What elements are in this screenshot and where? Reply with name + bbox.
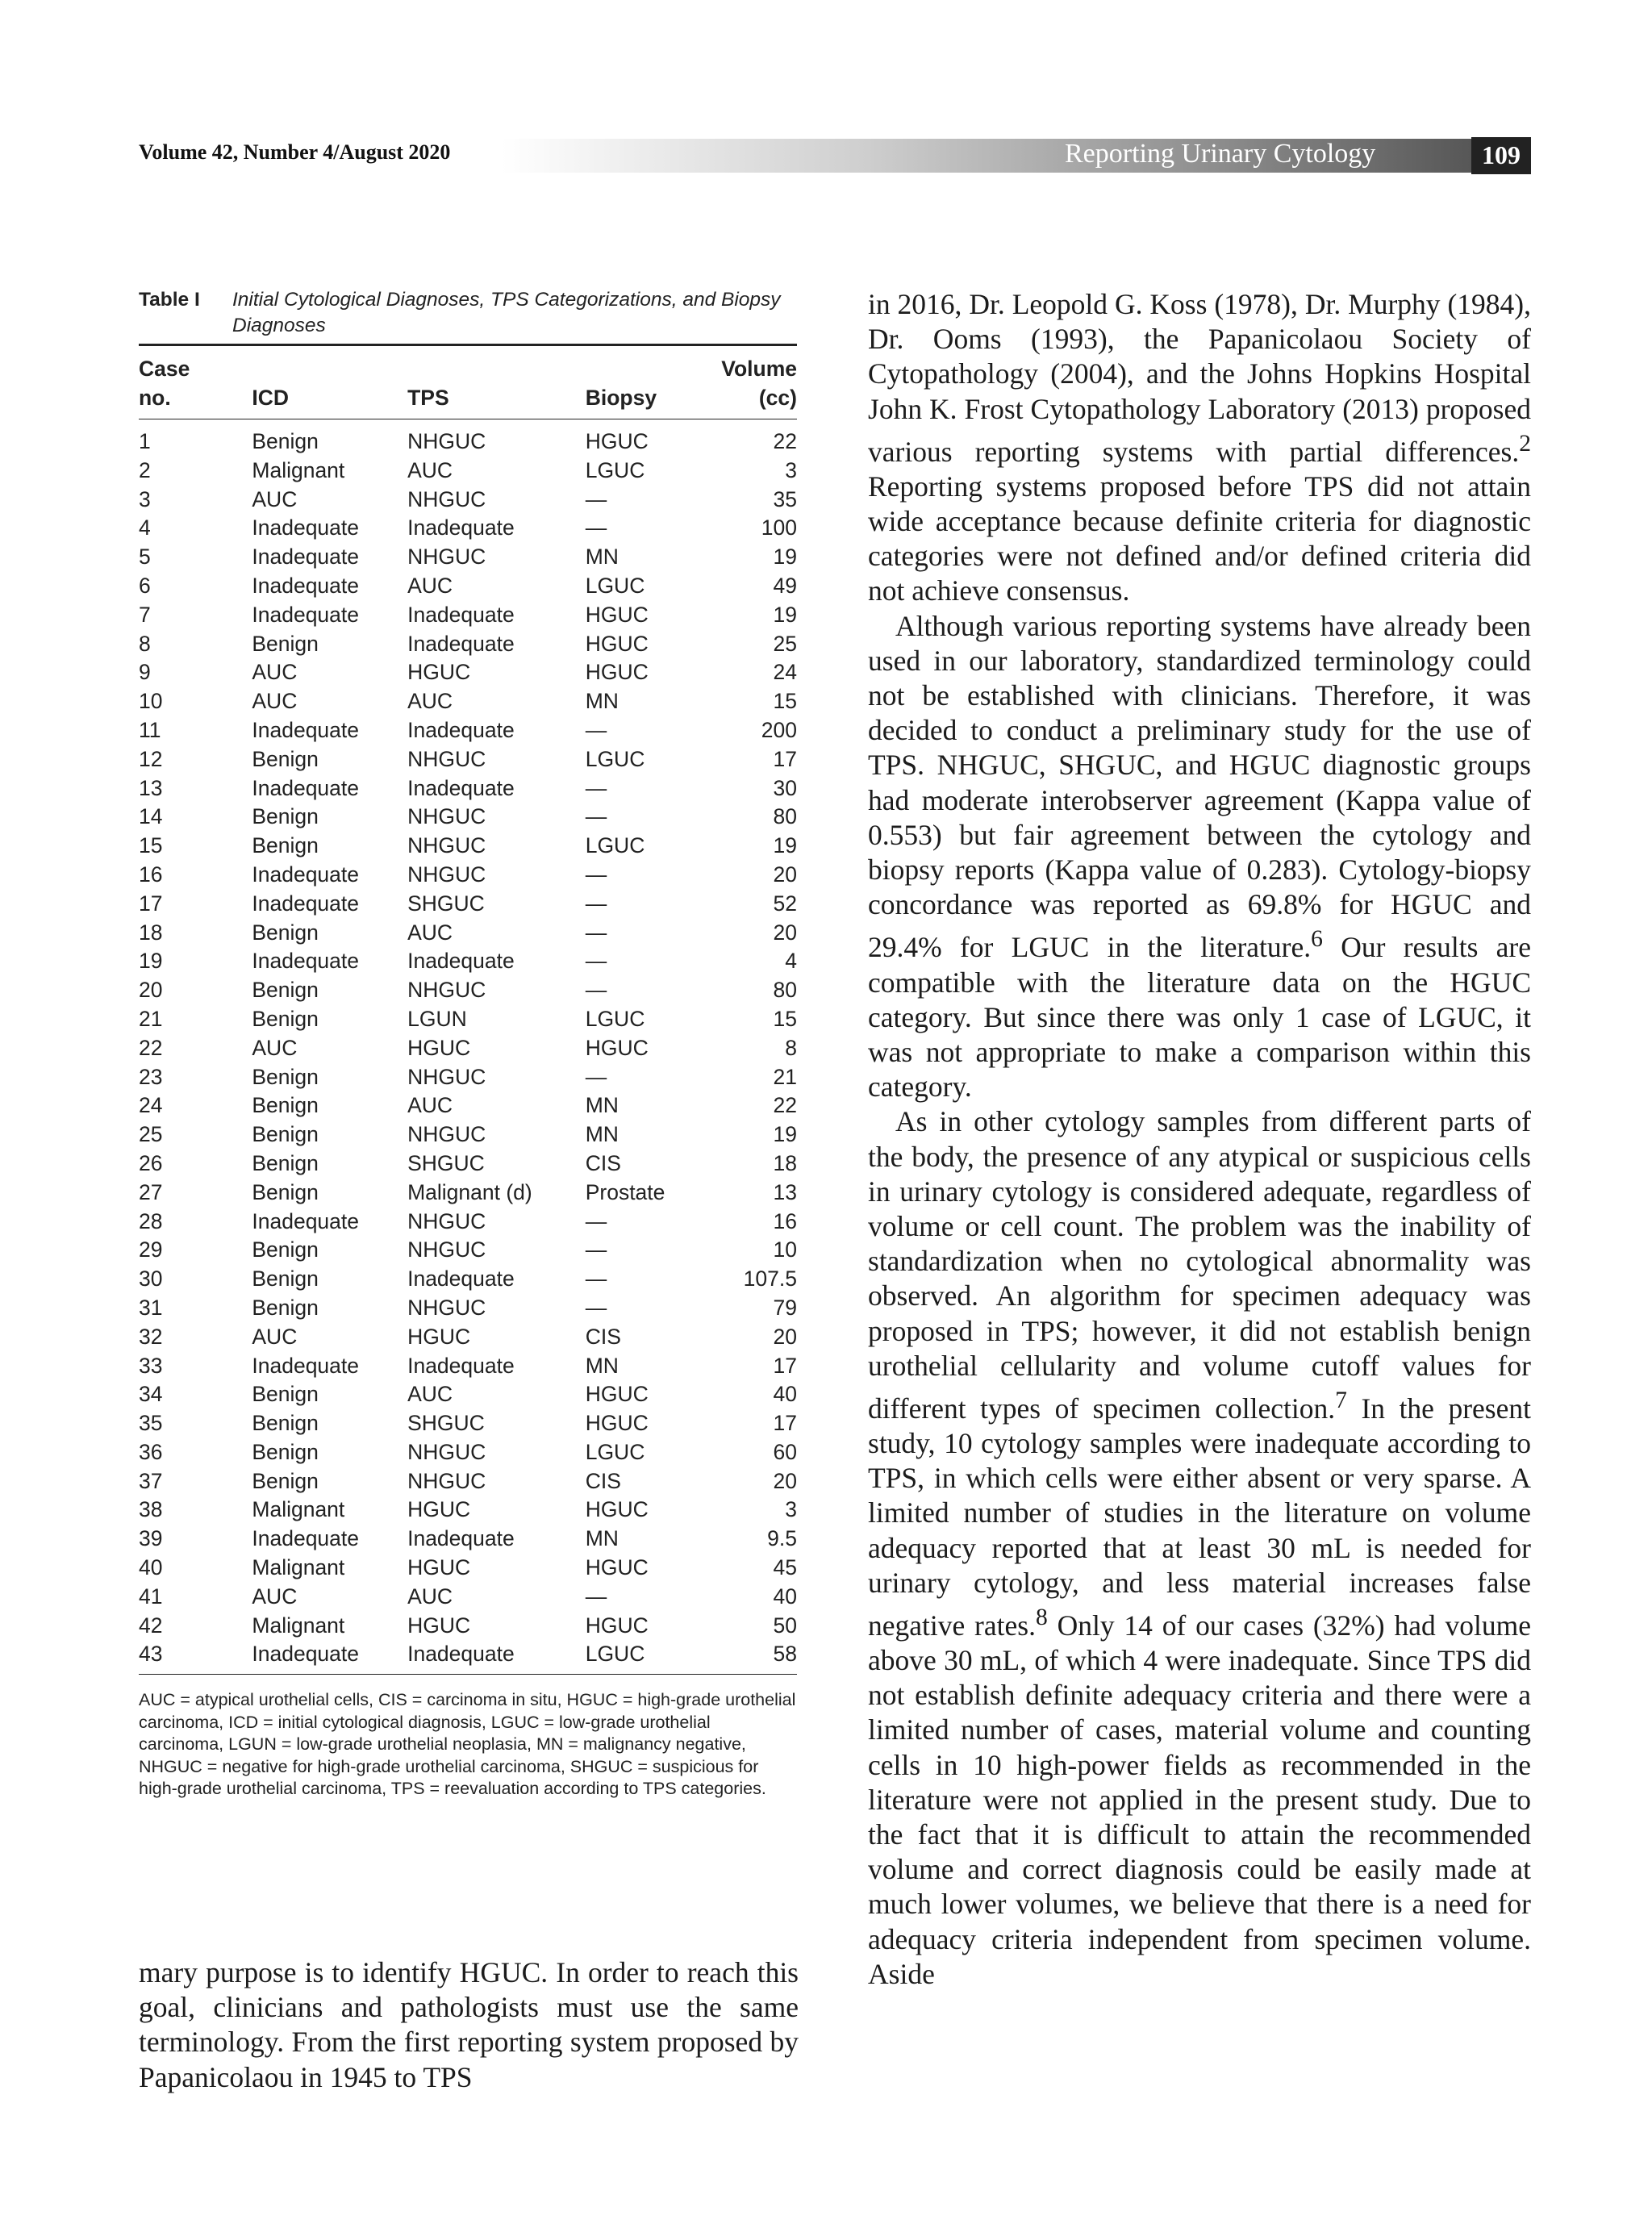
table-row [139, 1063, 797, 1092]
paragraph-1 [868, 287, 1531, 609]
table-cell: — [585, 1064, 607, 1089]
table-cell: 22 [139, 1035, 163, 1060]
table-cell: AUC [407, 1584, 453, 1609]
table-cell: Inadequate [252, 602, 360, 627]
header-cell [586, 345, 722, 384]
table-header-row-bottom [139, 383, 797, 419]
table-cell: 33 [139, 1353, 163, 1378]
table-cell: LGUC [585, 457, 645, 482]
table-cell: HGUC [407, 1324, 471, 1349]
table-row [139, 1352, 797, 1381]
table-cell: 40 [773, 1382, 797, 1407]
table-row [139, 1265, 797, 1294]
table-cell: 42 [139, 1613, 163, 1638]
table-cell: — [585, 1295, 607, 1320]
table-cell: 50 [773, 1613, 797, 1638]
table-row [139, 861, 797, 890]
table-cell: 24 [139, 1093, 163, 1118]
table-cell: HGUC [585, 602, 649, 627]
table-cell: NHGUC [407, 1237, 486, 1262]
table-caption-text: Initial Cytological Diagnoses, TPS Categorizations, and Biopsy Diagnoses [232, 289, 781, 336]
table-cell: Benign [252, 1237, 319, 1262]
table-cell: 3 [139, 486, 151, 511]
table-cell: 80 [773, 978, 797, 1003]
table-cell: Benign [252, 920, 319, 945]
table-cell: — [585, 1237, 607, 1262]
table-cell: Inadequate [252, 545, 360, 570]
text-run: Although various reporting systems have already been used in our laboratory, standardized terminology could not be established with clinicians. Therefore, it was decided to conduct a preliminary study for the use of TPS. NHGUC, SHGUC, and HGUC diagnostic groups had moderate interobserver agreement (Kappa value of 0.553) but fair agreement between the cytology and biopsy reports (Kappa value of 0.283). Cytology-biopsy concordance was reported as 69.8% for HGUC and 29.4% for LGUC in the literature. [868, 609, 1531, 964]
table-row [139, 1380, 797, 1409]
table-cell: Inadequate [407, 1353, 515, 1378]
table-cell: Inadequate [252, 891, 360, 916]
table-cell: 52 [773, 891, 797, 916]
table-cell: HGUC [585, 631, 649, 656]
table-cell: 13 [773, 1179, 797, 1204]
table-cell: 8 [139, 631, 151, 656]
table-cell: 15 [773, 689, 797, 714]
table-cell: Benign [252, 1122, 319, 1147]
table-cell: 38 [139, 1497, 163, 1522]
table-row [139, 1236, 797, 1265]
table-row [139, 947, 797, 976]
table-cell: Benign [252, 631, 319, 656]
table-row [139, 1438, 797, 1467]
table-cell: CIS [585, 1468, 621, 1493]
table-cell: Malignant (d) [407, 1179, 532, 1204]
table-cell: HGUC [585, 429, 649, 453]
table-row [139, 486, 797, 515]
right-column-text [868, 287, 1531, 1992]
running-header [139, 137, 1531, 174]
table-cell: HGUC [585, 1382, 649, 1407]
citation-ref: 7 [1335, 1387, 1347, 1413]
table-row [139, 543, 797, 572]
table-cell: Inadequate [407, 1640, 586, 1674]
table-cell: — [585, 1208, 607, 1233]
table-row [139, 1294, 797, 1323]
table-cell: Prostate [585, 1179, 665, 1204]
table-row [139, 601, 797, 630]
table-cell: Inadequate [252, 1526, 360, 1551]
table-cell: — [585, 515, 607, 540]
table-cell: Inadequate [252, 949, 360, 974]
table-row [139, 745, 797, 774]
table-cell: 41 [139, 1584, 163, 1609]
table-cell: 5 [139, 545, 151, 570]
table-cell: 12 [139, 746, 163, 771]
table-cell: 17 [773, 1353, 797, 1378]
table-cell: 20 [773, 920, 797, 945]
table-row [139, 572, 797, 601]
table-cell: 58 [721, 1640, 797, 1674]
table-cell: NHGUC [407, 833, 486, 858]
table-cell: LGUC [585, 573, 645, 598]
table-cell: 24 [773, 660, 797, 685]
table-cell: — [585, 804, 607, 829]
table-cell: LGUC [585, 1439, 645, 1464]
table-cell: 25 [139, 1122, 163, 1147]
table-row [139, 1640, 797, 1674]
table-row [139, 687, 797, 716]
table-row [139, 1525, 797, 1554]
table-cell: Benign [252, 746, 319, 771]
table-cell: SHGUC [407, 1411, 485, 1436]
table-row [139, 1323, 797, 1352]
left-column-text [139, 1955, 799, 2095]
table-cell: NHGUC [407, 1122, 486, 1147]
table-cell: NHGUC [407, 545, 486, 570]
table-cell: NHGUC [407, 804, 486, 829]
table-cell: 20 [139, 978, 163, 1003]
table-cell: 17 [773, 746, 797, 771]
table-cell: 45 [773, 1555, 797, 1580]
table-cell: MN [585, 1353, 619, 1378]
table-cell: 36 [139, 1439, 163, 1464]
table-cell: — [585, 978, 607, 1003]
table-cell: 19 [773, 1122, 797, 1147]
table-cell: 49 [773, 573, 797, 598]
table-cell: 4 [139, 515, 151, 540]
table-row [139, 1034, 797, 1063]
table-cell: MN [585, 689, 619, 714]
table-header-row-top [139, 345, 797, 384]
text-run: In the present study, 10 cytology samples were inadequate according to TPS, in which cells were either absent or very sparse. A limited number of studies in the literature on volume adequacy reported that at least 30 mL is needed for urinary cytology, and less material increases false negative rates. [868, 1392, 1531, 1642]
table-cell: NHGUC [407, 1439, 486, 1464]
table-cell: NHGUC [407, 1064, 486, 1089]
table-cell: 60 [773, 1439, 797, 1464]
citation-ref: 2 [1519, 430, 1531, 457]
table-cell: Benign [252, 1006, 319, 1031]
table-cell: HGUC [585, 1035, 649, 1060]
table-cell: LGUC [585, 1006, 645, 1031]
table-cell: LGUC [586, 1640, 722, 1674]
header-cell: no. [139, 383, 252, 419]
table-cell: 3 [785, 1497, 797, 1522]
table-cell: Inadequate [407, 515, 515, 540]
table-cell: 8 [785, 1035, 797, 1060]
table-row [139, 976, 797, 1005]
table-cell: 40 [773, 1584, 797, 1609]
table-cell: 18 [773, 1150, 797, 1175]
table-cell: 22 [773, 1093, 797, 1118]
table-cell: Inadequate [252, 573, 360, 598]
table-cell: — [585, 1266, 607, 1292]
page-number: 109 [1471, 137, 1531, 174]
header-cell: Case [139, 345, 252, 384]
table-cell: NHGUC [407, 746, 486, 771]
table-footnote: AUC = atypical urothelial cells, CIS = carcinoma in situ, HGUC = high-grade urothelial carcinoma, ICD = initial cytological diagnosis, LGUC = low-grade urothelial carcinoma, LGUN = low-grade urothelial neoplasia, MN = malignancy negative, NHGUC = negative for high-grade urothelial carcinoma, SHGUC = suspicious for high-grade urothelial carcinoma, TPS = reevaluation according to TPS categories. [139, 1690, 796, 1799]
table-cell: — [585, 862, 607, 887]
table-cell: 80 [773, 804, 797, 829]
table-cell: Inadequate [407, 631, 515, 656]
text-run: As in other cytology samples from different parts of the body, the presence of any atypical or suspicious cells in urinary cytology is considered adequate, regardless of volume or cell count. The problem was the inability of standardization when no cytological abnormality was observed. An algorithm for specimen adequacy was proposed in TPS; however, it did not establish benign urothelial cellularity and volume cutoff values for different types of specimen collection. [868, 1105, 1531, 1425]
table-label: Table I [139, 289, 200, 311]
header-cell: TPS [407, 383, 586, 419]
table-cell: 200 [761, 717, 797, 742]
table-cell: CIS [585, 1150, 621, 1175]
table-cell: MN [585, 545, 619, 570]
table-cell: Benign [252, 1411, 319, 1436]
table-cell: Inadequate [252, 1640, 407, 1674]
table-body [139, 419, 797, 1675]
table-cell: 35 [139, 1411, 163, 1436]
table-cell: Malignant [252, 457, 345, 482]
table-cell: 20 [773, 862, 797, 887]
table-row [139, 658, 797, 687]
table-cell: 2 [139, 457, 151, 482]
table-cell: AUC [407, 573, 453, 598]
table-row [139, 1120, 797, 1150]
table-cell: 100 [761, 515, 797, 540]
table-cell: LGUC [585, 833, 645, 858]
table-cell: Benign [252, 1179, 319, 1204]
table-cell: 30 [773, 775, 797, 800]
table-cell: Inadequate [252, 717, 360, 742]
table-cell: HGUC [585, 1411, 649, 1436]
table-cell: Inadequate [407, 1266, 515, 1292]
paragraph-3 [868, 1104, 1531, 1992]
table-cell: MN [585, 1093, 619, 1118]
text-run: Only 14 of our cases (32%) had volume above 30 mL, of which 4 were inadequate. Since TPS did not establish definite adequacy criteria and there were a limited number of cases, material volume and counting cells in 10 high-power fields as recommended in the literature were not applied in the present study. Due to the fact that it is difficult to attain the recommended volume and correct diagnosis could be easily made at much lower volumes, we believe that there is a need for adequacy criteria independent from specimen volume. Aside [868, 1609, 1531, 1990]
table-row [139, 630, 797, 659]
table-row [139, 803, 797, 832]
table-row [139, 1179, 797, 1208]
table-cell: 20 [773, 1468, 797, 1493]
table-cell: 16 [773, 1208, 797, 1233]
table-cell: Inadequate [407, 717, 515, 742]
table-cell: Malignant [252, 1497, 345, 1522]
table-cell: CIS [585, 1324, 621, 1349]
table-row [139, 514, 797, 543]
table-cell: MN [585, 1122, 619, 1147]
table-cell: 35 [773, 486, 797, 511]
table-cell: LGUC [585, 746, 645, 771]
table-cell: 18 [139, 920, 163, 945]
journal-volume: Volume 42, Number 4/August 2020 [139, 140, 451, 164]
table-cell: 19 [773, 833, 797, 858]
table-cell: Benign [252, 833, 319, 858]
table-cell: 22 [773, 429, 797, 453]
table-cell: — [585, 949, 607, 974]
table-cell: Inadequate [252, 515, 360, 540]
table-cell: 10 [773, 1237, 797, 1262]
table-cell: Benign [252, 1266, 319, 1292]
table-cell: HGUC [585, 1613, 649, 1638]
table-cell: 15 [139, 833, 163, 858]
table-row [139, 419, 797, 457]
table-row [139, 1409, 797, 1438]
text-run: in 2016, Dr. Leopold G. Koss (1978), Dr. Murphy (1984), Dr. Ooms (1993), the Papanicolaou Society of Cytopathology (2004), and the Johns Hopkins Hospital John K. Frost Cytopathology Laboratory (2013) proposed various reporting systems with partial differences. [868, 288, 1531, 468]
table-cell: NHGUC [407, 978, 486, 1003]
table-cell: Benign [252, 804, 319, 829]
table-cell: — [585, 486, 607, 511]
table-cell: NHGUC [407, 429, 486, 453]
table-cell: Inadequate [407, 602, 515, 627]
table-cell: AUC [252, 1584, 298, 1609]
table-cell: 20 [773, 1324, 797, 1349]
table-cell: 23 [139, 1064, 163, 1089]
table-cell: AUC [252, 1324, 298, 1349]
table-cell: Benign [252, 1295, 319, 1320]
table-cell: NHGUC [407, 486, 486, 511]
table-row [139, 1150, 797, 1179]
header-cell: Volume [721, 345, 797, 384]
table-cell: 4 [785, 949, 797, 974]
table-cell: 19 [773, 545, 797, 570]
table-cell: 32 [139, 1324, 163, 1349]
table-cell: AUC [252, 486, 298, 511]
table-cell: NHGUC [407, 1468, 486, 1493]
table-row [139, 1091, 797, 1120]
table-cell: SHGUC [407, 891, 485, 916]
table-cell: 31 [139, 1295, 163, 1320]
table-cell: 37 [139, 1468, 163, 1493]
table-cell: 19 [773, 602, 797, 627]
table-row [139, 1554, 797, 1583]
table-cell: AUC [252, 689, 298, 714]
table-caption [139, 287, 797, 344]
table-cell: 79 [773, 1295, 797, 1320]
table-cell: NHGUC [407, 862, 486, 887]
table-cell: AUC [407, 920, 453, 945]
table-row [139, 1208, 797, 1237]
table-cell: 39 [139, 1526, 163, 1551]
table-cell: 11 [139, 717, 161, 742]
table-cell: Benign [252, 1150, 319, 1175]
table-cell: 13 [139, 775, 163, 800]
table-cell: Inadequate [407, 949, 515, 974]
table-cell: 6 [139, 573, 151, 598]
table-cell: LGUN [407, 1006, 467, 1031]
table-cell: 17 [139, 891, 163, 916]
table-cell: 34 [139, 1382, 163, 1407]
table-cell: 1 [139, 429, 151, 453]
header-gradient-bar [502, 139, 1531, 173]
table-cell: 21 [139, 1006, 163, 1031]
table-cell: AUC [252, 1035, 298, 1060]
table-cell: 21 [773, 1064, 797, 1089]
table-cell: Benign [252, 978, 319, 1003]
table-cell: — [585, 1584, 607, 1609]
table-cell: 40 [139, 1555, 163, 1580]
table-row [139, 1583, 797, 1612]
table-row [139, 890, 797, 919]
table-cell: Benign [252, 429, 319, 453]
header-cell [407, 345, 586, 384]
table-cell: HGUC [585, 1497, 649, 1522]
table-row [139, 1612, 797, 1641]
table-cell: NHGUC [407, 1295, 486, 1320]
table-cell: HGUC [407, 660, 471, 685]
table-row [139, 1496, 797, 1525]
table-cell: 7 [139, 602, 151, 627]
table-row [139, 919, 797, 948]
table-cell: 10 [139, 689, 163, 714]
table-row [139, 1467, 797, 1496]
table-cell: AUC [407, 689, 453, 714]
header-cell: Biopsy [586, 383, 722, 419]
table-cell: Benign [252, 1382, 319, 1407]
table-cell: 43 [139, 1640, 252, 1674]
header-cell: (cc) [721, 383, 797, 419]
table-cell: 27 [139, 1179, 163, 1204]
header-cell: ICD [252, 383, 407, 419]
table-row [139, 774, 797, 803]
table-cell: Inadequate [407, 1526, 515, 1551]
table-row [139, 716, 797, 745]
table-cell: Benign [252, 1439, 319, 1464]
table-cell: 3 [785, 457, 797, 482]
table-cell: AUC [252, 660, 298, 685]
table-cell: 17 [773, 1411, 797, 1436]
table-cell: Inadequate [252, 862, 360, 887]
table-cell: 16 [139, 862, 163, 887]
table-cell: 9.5 [767, 1526, 797, 1551]
table-cell: Inadequate [252, 775, 360, 800]
citation-ref: 6 [1311, 926, 1323, 953]
data-table [139, 344, 797, 1675]
table-cell: Benign [252, 1468, 319, 1493]
table-cell: AUC [407, 1382, 453, 1407]
table-cell: 29 [139, 1237, 163, 1262]
table-cell: — [585, 920, 607, 945]
text-run: Reporting systems proposed before TPS did not attain wide acceptance because definite criteria for diagnostic categories were not defined and/or defined criteria did not achieve consensus. [868, 469, 1531, 607]
table-cell: HGUC [585, 660, 649, 685]
paragraph: mary purpose is to identify HGUC. In order to reach this goal, clinicians and pathologists must use the same terminology. From the first reporting system proposed by Papanicolaou in 1945 to TPS [139, 1956, 799, 2093]
citation-ref: 8 [1035, 1604, 1048, 1630]
table-cell: 107.5 [743, 1266, 797, 1292]
table-cell: Inadequate [407, 775, 515, 800]
table-cell: SHGUC [407, 1150, 485, 1175]
table-cell: 15 [773, 1006, 797, 1031]
table-cell: Inadequate [252, 1208, 360, 1233]
table-cell: NHGUC [407, 1208, 486, 1233]
table-cell: Malignant [252, 1555, 345, 1580]
table-cell: HGUC [407, 1497, 471, 1522]
table-cell: Malignant [252, 1613, 345, 1638]
table-row [139, 457, 797, 486]
table-cell: HGUC [407, 1035, 471, 1060]
table-cell: 14 [139, 804, 163, 829]
table-row [139, 832, 797, 861]
header-cell [252, 345, 407, 384]
table-block [139, 287, 797, 1801]
table-cell: — [585, 775, 607, 800]
table-cell: — [585, 891, 607, 916]
table-cell: HGUC [407, 1613, 471, 1638]
paragraph-2 [868, 609, 1531, 1105]
table-cell: Benign [252, 1093, 319, 1118]
table-cell: AUC [407, 1093, 453, 1118]
text-run: Our results are compatible with the literature data on the HGUC category. But since there was only 1 case of LGUC, it was not appropriate to make a comparison within this category. [868, 931, 1531, 1104]
table-cell: 9 [139, 660, 151, 685]
table-cell: 19 [139, 949, 163, 974]
table-cell: HGUC [585, 1555, 649, 1580]
table-cell: — [585, 717, 607, 742]
table-cell: 25 [773, 631, 797, 656]
table-cell: 30 [139, 1266, 163, 1292]
table-cell: 26 [139, 1150, 163, 1175]
running-title: Reporting Urinary Cytology [1065, 139, 1376, 169]
table-cell: HGUC [407, 1555, 471, 1580]
table-cell: Inadequate [252, 1353, 360, 1378]
table-row [139, 1005, 797, 1034]
table-cell: 28 [139, 1208, 163, 1233]
table-cell: Benign [252, 1064, 319, 1089]
table-cell: MN [585, 1526, 619, 1551]
table-cell: AUC [407, 457, 453, 482]
